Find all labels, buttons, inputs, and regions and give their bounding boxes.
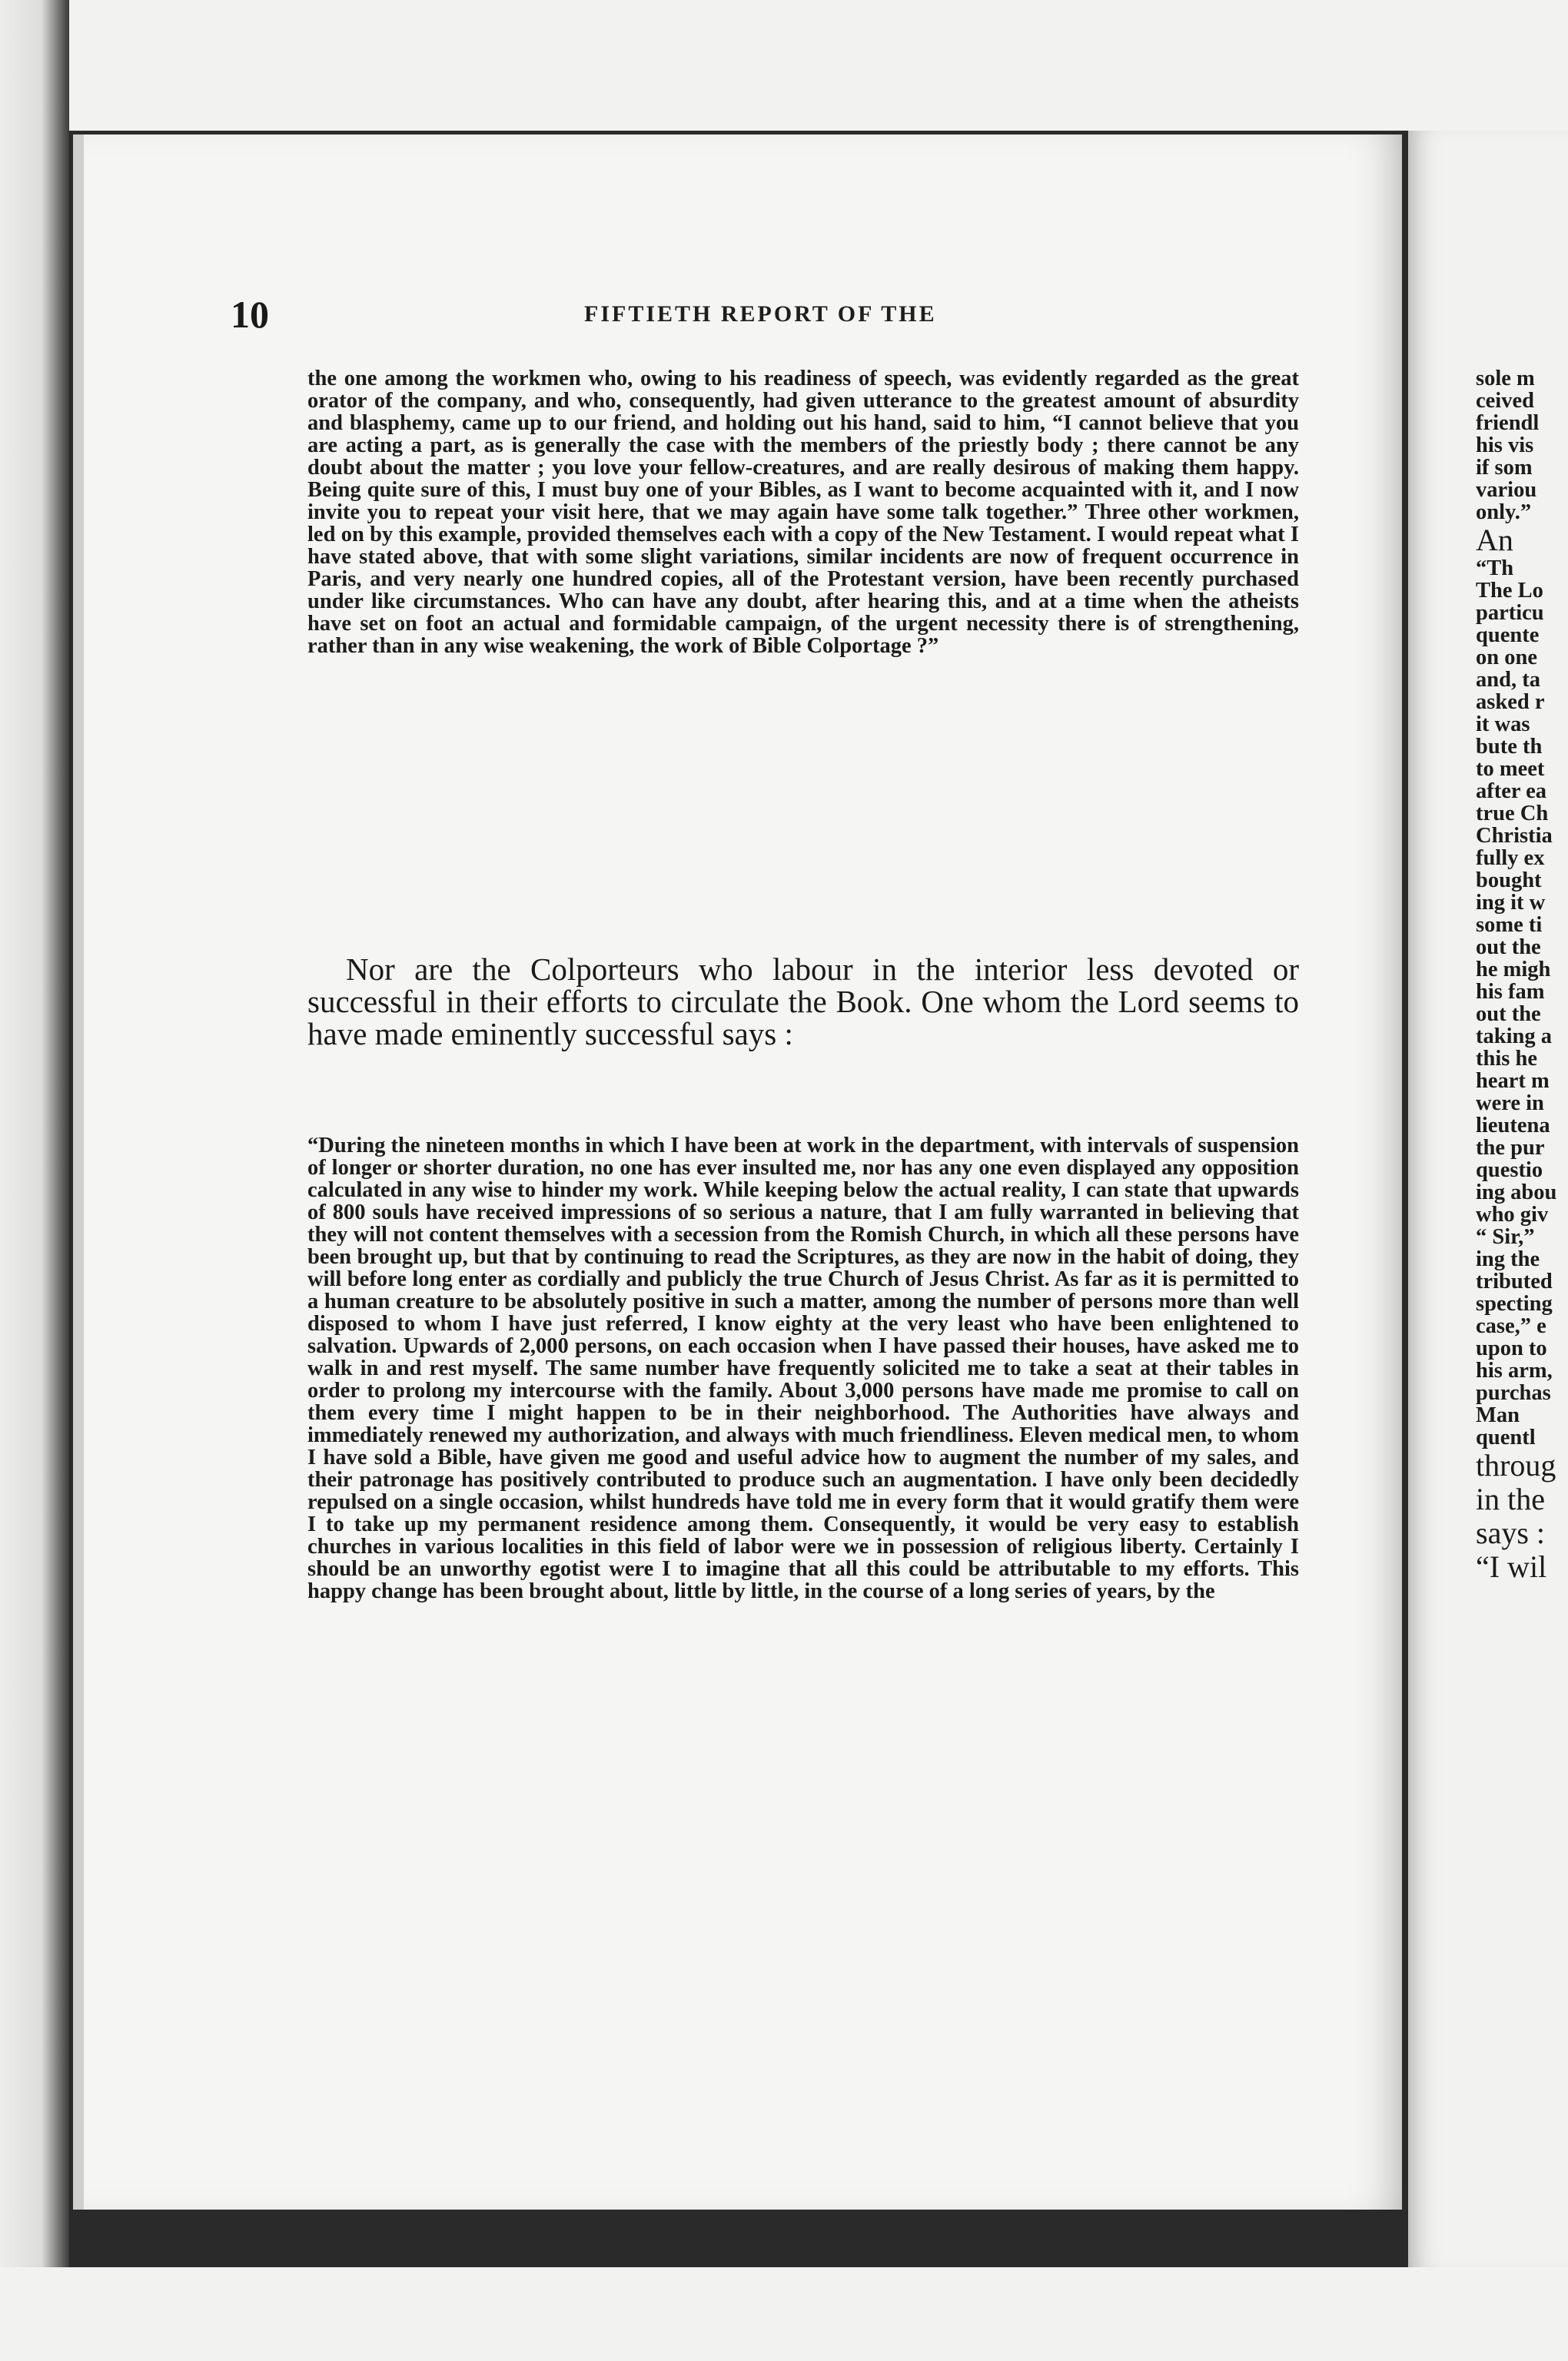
right-page-line: were in: [1476, 1091, 1544, 1115]
right-page-line: ing abou: [1476, 1180, 1557, 1204]
right-page-line: says :: [1476, 1516, 1545, 1550]
right-page-line: variou: [1476, 478, 1537, 502]
right-page-line: questio: [1476, 1158, 1543, 1182]
right-page-line: quente: [1476, 623, 1540, 647]
scan-background-top: [0, 0, 1568, 131]
scan-background-left: [0, 0, 69, 2361]
right-page-line: in the: [1476, 1482, 1545, 1516]
right-page-line: bought: [1476, 868, 1542, 892]
paragraph-quote-continuation: [307, 367, 1299, 657]
page-header: [231, 292, 1307, 338]
page-number: 10: [231, 293, 269, 336]
right-page-line: “I wil: [1476, 1549, 1547, 1584]
right-page-line: it was: [1476, 712, 1530, 736]
right-page-line: out the: [1476, 935, 1541, 959]
right-page-line: taking a: [1476, 1024, 1552, 1048]
right-page-line: fully ex: [1476, 846, 1545, 870]
right-page-fragments: [1476, 367, 1568, 1584]
right-page-line: lieutena: [1476, 1114, 1550, 1137]
right-page-line: An: [1476, 523, 1513, 557]
right-page-line: particu: [1476, 601, 1544, 625]
right-page-line: The Lo: [1476, 579, 1543, 603]
paragraph-colporteur-quote: [307, 1134, 1299, 1602]
right-page-line: after ea: [1476, 779, 1547, 803]
right-page-line: to meet: [1476, 757, 1545, 781]
right-page-line: ing it w: [1476, 891, 1546, 915]
right-page-line: tributed: [1476, 1270, 1553, 1293]
right-page-line: “Th: [1476, 556, 1514, 580]
right-page-line: Christia: [1476, 824, 1553, 848]
right-page-line: friendl: [1476, 411, 1540, 435]
paragraph-text: Nor are the Colporteurs who labour in the interior less devoted or successful in their efforts to circulate the Book. One whom the Lord seems to have made eminently successful says :: [307, 951, 1299, 1051]
right-page-line: on one: [1476, 646, 1537, 669]
right-page-line: his arm,: [1476, 1359, 1553, 1383]
right-page-line: only.”: [1476, 500, 1532, 524]
right-page-line: his vis: [1476, 433, 1534, 457]
right-page-line: heart m: [1476, 1069, 1550, 1093]
right-page-line: “ Sir,”: [1476, 1225, 1535, 1249]
paragraph-text: “During the nineteen months in which I have been at work in the department, with intervals of suspension of longer or shorter duration, no one has ever insulted me, nor has any one even displayed any opposition calculated in any wise to hinder my work. While keeping below the actual reality, I can state that upwards of 800 souls have received impressions of so serious a nature, that I am fully warranted in believing that they will not content themselves with a secession from the Romish Church, in which all these persons have been brought up, but that by continuing to read the Scriptures, as they are now in the habit of doing, they will before long enter as cordially and publicly the true Church of Jesus Christ. As far as it is permitted to a human creature to be absolutely positive in such a matter, among the number of persons more than well disposed to whom I have just referred, I know eighty at the very least who have been enlightened to salvation. Upwards of 2,000 persons, on each occasion when I have passed their houses, have asked me to walk in and rest myself. The same number have frequently solicited me to take a seat at their tables in order to prolong my intercourse with the family. About 3,000 persons have made me promise to call on them every time I might happen to be in their neighborhood. The Authorities have always and immediately renewed my authorization, and always with much friendliness. Eleven medical men, to whom I have sold a Bible, have given me good and useful advice how to augment the number of my sales, and their patronage has positively contributed to produce such an augmentation. I have only been decidedly repulsed on a single occasion, whilst hundreds have told me in every form that it would gratify them were I to take up my permanent residence among them. Consequently, it would be very easy to establish churches in various localities in this field of labor were we in possession of religious liberty. Certainly I should be an unworthy egotist were I to imagine that all this could be attributable to my efforts. This happy change has been brought about, little by little, in the course of a long series of years, by the: [307, 1134, 1299, 1603]
right-page-line: out the: [1476, 1002, 1541, 1026]
right-page-line: some ti: [1476, 913, 1543, 937]
right-page-line: if som: [1476, 456, 1533, 480]
right-page-line: sole m: [1476, 367, 1535, 390]
paragraph-intro: [307, 953, 1299, 1050]
right-page-line: ing the: [1476, 1247, 1540, 1271]
right-page-line: throug: [1476, 1448, 1556, 1483]
running-head: FIFTIETH REPORT OF THE: [584, 301, 937, 327]
right-page-line: true Ch: [1476, 802, 1549, 825]
right-page-line: and, ta: [1476, 668, 1540, 692]
right-page-line: he migh: [1476, 958, 1551, 981]
right-page-line: this he: [1476, 1047, 1537, 1071]
right-page-line: the pur: [1476, 1136, 1545, 1160]
right-page-line: case,” e: [1476, 1314, 1546, 1338]
right-page-line: who giv: [1476, 1203, 1549, 1227]
right-page-line: specting: [1476, 1292, 1553, 1316]
right-page-line: purchas: [1476, 1381, 1551, 1405]
scan-background-bottom: [0, 2267, 1568, 2361]
right-page-line: asked r: [1476, 690, 1545, 714]
right-page-line: his fam: [1476, 980, 1545, 1004]
right-page-line: quentl: [1476, 1426, 1536, 1449]
right-page-line: upon to: [1476, 1337, 1547, 1360]
paragraph-text: the one among the workmen who, owing to his readiness of speech, was evidently regarded as the great orator of the company, and who, consequently, had given utterance to the greatest amount of absurdity and blasphemy, came up to our friend, and holding out his hand, said to him, “I cannot believe that you are acting a part, as is generally the case with the members of the priestly body ; there cannot be any doubt about the matter ; you love your fellow-creatures, and are really desirous of making them happy. Being quite sure of this, I must buy one of your Bibles, as I want to become acquainted with it, and I now invite you to repeat your visit here, that we may again have some talk together.” Three other workmen, led on by this example, provided themselves each with a copy of the New Testament. I would repeat what I have stated above, that with some slight variations, similar incidents are now of frequent occurrence in Paris, and very nearly one hundred copies, all of the Protestant version, have been recently purchased under like circumstances. Who can have any doubt, after hearing this, and at a time when the atheists have set on foot an actual and formidable campaign, of the urgent necessity there is of strengthening, rather than in any wise weakening, the work of Bible Colportage ?”: [307, 367, 1299, 658]
right-page-line: ceived: [1476, 389, 1534, 413]
right-page-line: bute th: [1476, 735, 1543, 759]
right-page-line: Man: [1476, 1403, 1520, 1427]
